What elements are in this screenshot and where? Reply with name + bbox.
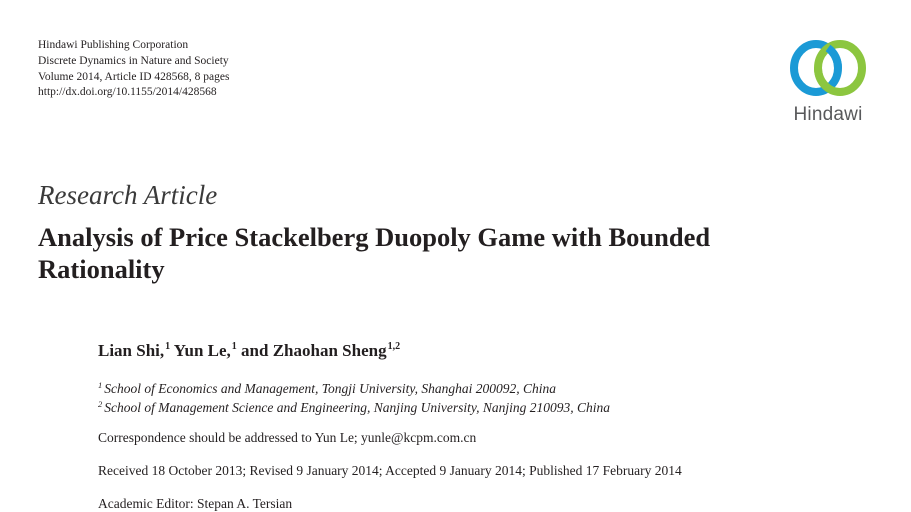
author-name: Lian Shi, — [98, 341, 165, 360]
journal-header — [38, 38, 229, 101]
publisher: Hindawi Publishing Corporation — [38, 39, 189, 51]
doi-link[interactable]: http://dx.doi.org/10.1155/2014/428568 — [38, 86, 217, 99]
hindawi-logo — [778, 36, 878, 126]
author-name: and Zhaohan Sheng — [241, 341, 387, 360]
academic-editor: Academic Editor: Stepan A. Tersian — [98, 496, 293, 511]
author-affil-mark: 1 — [165, 341, 171, 352]
publication-dates: Received 18 October 2013; Revised 9 January 2014; Accepted 9 January 2014; Published 17 February 2014 — [98, 463, 682, 478]
volume-info: Volume 2014, Article ID 428568, 8 pages — [38, 70, 230, 83]
author-affil-mark: 1 — [231, 341, 237, 352]
paper-title: Analysis of Price Stackelberg Duopoly Game with Bounded Rationality — [38, 222, 711, 284]
affil-text: School of Management Science and Engineering, Nanjing University, Nanjing 210093, China — [104, 400, 611, 415]
affiliation-2 — [98, 399, 610, 416]
author-name: Yun Le, — [173, 341, 231, 360]
article-type: Research Article — [38, 180, 218, 210]
author-list — [98, 341, 400, 361]
correspondence: Correspondence should be addressed to Yun Le; yunle@kcpm.com.cn — [98, 430, 477, 445]
logo-wordmark: Hindawi — [793, 104, 863, 125]
affiliation-1 — [98, 380, 556, 397]
author-affil-mark: 1,2 — [387, 341, 401, 352]
affil-mark: 1 — [98, 380, 103, 390]
affil-mark: 2 — [98, 399, 103, 409]
rings-logo-icon — [786, 36, 870, 100]
journal-name: Discrete Dynamics in Nature and Society — [38, 54, 229, 67]
affil-text: School of Economics and Management, Tongji University, Shanghai 200092, China — [104, 381, 556, 396]
